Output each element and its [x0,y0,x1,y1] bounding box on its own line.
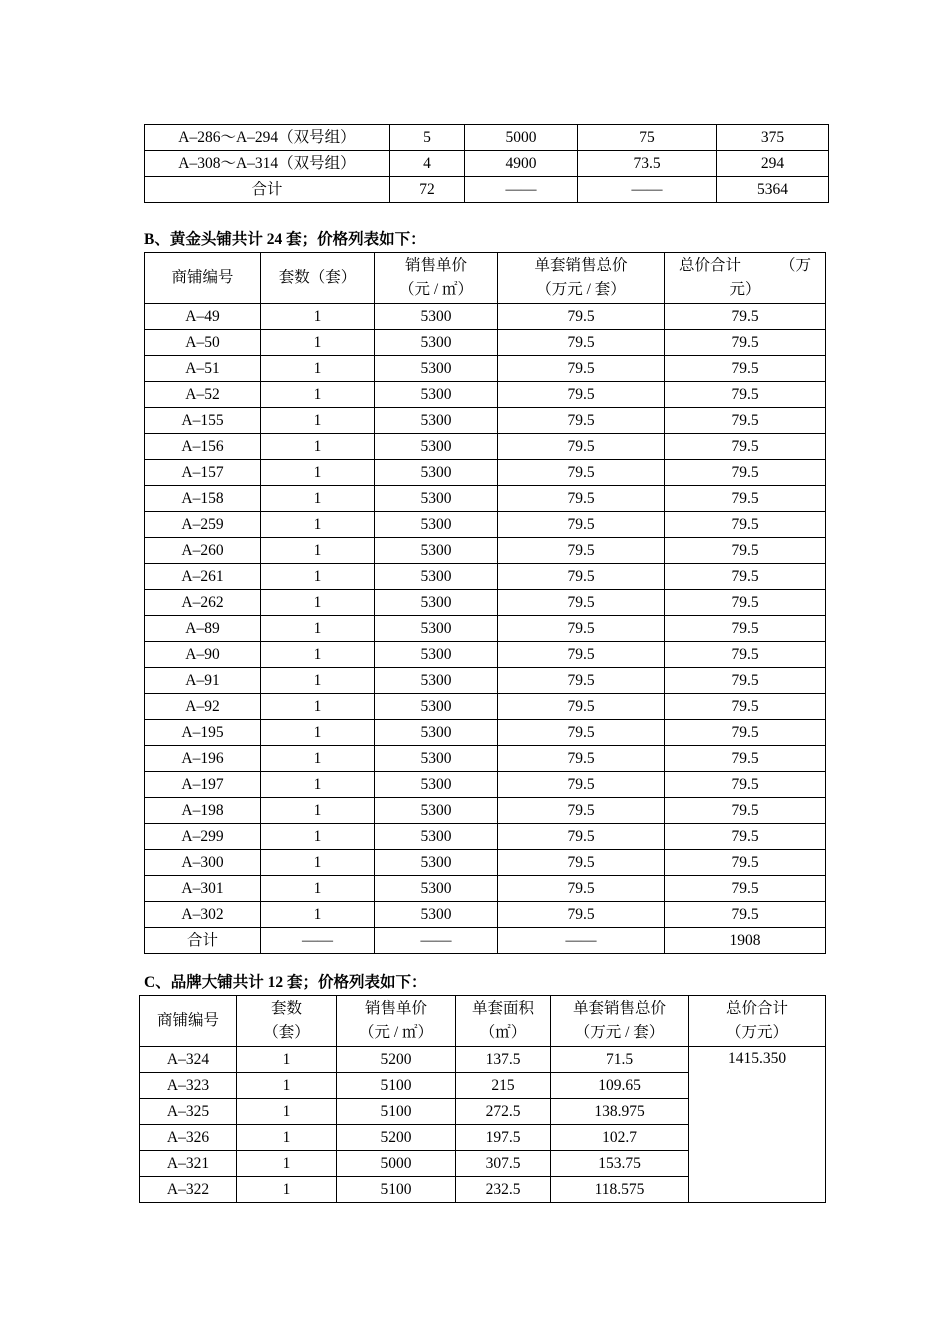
cell-price: 5300 [375,564,498,590]
cell-count: 1 [261,408,375,434]
cell-price: 5200 [337,1047,456,1073]
cell-count: 1 [261,746,375,772]
table-row [145,772,826,798]
cell-area: 137.5 [456,1047,551,1073]
table-row [145,330,826,356]
cell-count: 1 [237,1151,337,1177]
cell-price: 5300 [375,720,498,746]
header-price-line1: 销售单价 [404,257,467,274]
cell-price: 5300 [375,616,498,642]
cell-count: 1 [261,876,375,902]
table-row [145,408,826,434]
cell-count: 1 [261,564,375,590]
cell-shop-no: A–50 [145,330,261,356]
cell-sum: 79.5 [665,382,826,408]
table-row [145,151,829,177]
cell-unit-total: 79.5 [498,434,665,460]
cell-sum: 79.5 [665,746,826,772]
cell-sum: 79.5 [665,408,826,434]
header-price [337,996,456,1047]
cell-unit-total: 79.5 [498,486,665,512]
table-row [145,590,826,616]
cell-price: 5300 [375,330,498,356]
cell-shop-no: A–158 [145,486,261,512]
cell-unit-total: 79.5 [498,304,665,330]
header-shop-no: 商铺编号 [145,253,261,304]
table-row [145,798,826,824]
cell-shop-no: A–196 [145,746,261,772]
cell-price: 5300 [375,538,498,564]
cell-shop-no: A–261 [145,564,261,590]
cell-price: 5300 [375,304,498,330]
header-shop-no: 商铺编号 [140,996,237,1047]
cell-area: 215 [456,1073,551,1099]
cell-sum: 79.5 [665,460,826,486]
cell-price: 5300 [375,590,498,616]
cell-sum: 79.5 [665,694,826,720]
table-row [145,694,826,720]
table-row [145,902,826,928]
header-area [456,996,551,1047]
cell-count: 1 [237,1125,337,1151]
cell-sum: 79.5 [665,668,826,694]
cell-unit-total: 79.5 [498,356,665,382]
cell-count: 1 [261,850,375,876]
header-count-line1: 套数 [270,1000,302,1017]
header-area-line2: （㎡） [479,1024,527,1041]
table-row [145,460,826,486]
cell-unit-total: 79.5 [498,590,665,616]
cell-shop-no: A–300 [145,850,261,876]
section-c-title: C、品牌大铺共计 12 套；价格列表如下： [144,974,427,991]
table-a-body [145,125,829,203]
cell-shop-no: A–326 [140,1125,237,1151]
cell-unit-total: 153.75 [551,1151,689,1177]
table-row [145,486,826,512]
cell-unit-total: 102.7 [551,1125,689,1151]
cell-sum: 79.5 [665,590,826,616]
table-row [140,1047,826,1073]
header-price [375,253,498,304]
cell-count: 1 [261,616,375,642]
cell-count: 1 [261,772,375,798]
cell-sum: 79.5 [665,356,826,382]
total-cell-count: 72 [390,177,465,203]
cell-count: 1 [261,330,375,356]
header-count-line2: （套） [263,1024,310,1041]
header-unit-total-line1: 单套销售总价 [534,257,628,274]
cell-count: 1 [261,720,375,746]
cell-sum: 79.5 [665,642,826,668]
cell-shop-no: A–322 [140,1177,237,1203]
cell-shop-no: A–52 [145,382,261,408]
cell-price: 5300 [375,460,498,486]
cell-sum: 79.5 [665,616,826,642]
cell-unit-total: 79.5 [498,668,665,694]
cell-unit-total: 73.5 [578,151,717,177]
cell-price: 5300 [375,486,498,512]
cell-area: 272.5 [456,1099,551,1125]
header-count: 套数（套） [261,253,375,304]
cell-shop-no: A–92 [145,694,261,720]
cell-count: 1 [261,460,375,486]
cell-price: 5100 [337,1177,456,1203]
header-count [237,996,337,1047]
cell-count: 1 [261,512,375,538]
table-row [145,824,826,850]
cell-sum: 79.5 [665,330,826,356]
cell-shop-no: A–302 [145,902,261,928]
cell-shop-no: A–262 [145,590,261,616]
table-row [145,876,826,902]
cell-shop-no: A–51 [145,356,261,382]
section-b-title: B、黄金头铺共计 24 套；价格列表如下： [144,231,426,248]
cell-shop-no: A–301 [145,876,261,902]
cell-count: 1 [261,538,375,564]
cell-unit-total: 79.5 [498,538,665,564]
cell-count: 1 [237,1099,337,1125]
header-sum-line1b: （万 [779,257,811,274]
cell-count: 1 [237,1073,337,1099]
cell-shop-no: A–156 [145,434,261,460]
header-sum-line2: （万元） [725,1024,788,1041]
cell-sum: 79.5 [665,720,826,746]
table-row [145,125,829,151]
cell-sum: 79.5 [665,876,826,902]
cell-count: 1 [261,798,375,824]
cell-count: 5 [390,125,465,151]
cell-unit-total: 79.5 [498,616,665,642]
header-price-line1: 销售单价 [364,1000,427,1017]
cell-unit-total: 79.5 [498,408,665,434]
header-area-line1: 单套面积 [471,1000,534,1017]
header-sum [689,996,826,1047]
cell-area: 307.5 [456,1151,551,1177]
cell-shop-no: A–157 [145,460,261,486]
cell-sum: 79.5 [665,564,826,590]
cell-price: 5300 [375,642,498,668]
header-price-line2: （元 / ㎡） [398,281,474,298]
cell-count: 1 [261,356,375,382]
table-row [145,512,826,538]
cell-unit-total: 79.5 [498,850,665,876]
header-unit-total-line1: 单套销售总价 [572,1000,666,1017]
cell-unit-total: 138.975 [551,1099,689,1125]
cell-price: 4900 [465,151,578,177]
cell-shop-no: A–260 [145,538,261,564]
header-sum [665,253,826,304]
cell-unit-total: 79.5 [498,460,665,486]
cell-sum: 79.5 [665,850,826,876]
header-unit-total [551,996,689,1047]
cell-price: 5300 [375,434,498,460]
total-row [145,928,826,954]
cell-price: 5200 [337,1125,456,1151]
cell-sum: 79.5 [665,304,826,330]
table-row [145,382,826,408]
cell-area: 232.5 [456,1177,551,1203]
cell-shop-no: A–197 [145,772,261,798]
cell-count: 1 [261,668,375,694]
total-row [145,177,829,203]
cell-unit-total: 79.5 [498,798,665,824]
cell-shop-no: A–195 [145,720,261,746]
cell-count: 1 [261,642,375,668]
total-cell-unit-total: —— [578,177,717,203]
total-cell-shop-no: 合计 [145,928,261,954]
cell-shop-no: A–259 [145,512,261,538]
table-b-body [145,304,826,954]
cell-count: 1 [261,304,375,330]
cell-sum: 79.5 [665,798,826,824]
cell-shop-no: A–90 [145,642,261,668]
cell-unit-total: 79.5 [498,564,665,590]
header-price-line2: （元 / ㎡） [358,1024,434,1041]
cell-shop-no: A–321 [140,1151,237,1177]
cell-sum: 79.5 [665,486,826,512]
cell-shop-no: A–308～A–314（双号组） [145,151,390,177]
cell-area: 197.5 [456,1125,551,1151]
cell-sum: 294 [717,151,829,177]
cell-price: 5300 [375,382,498,408]
cell-price: 5000 [337,1151,456,1177]
cell-unit-total: 79.5 [498,382,665,408]
cell-price: 5300 [375,512,498,538]
table-b-header [145,253,826,304]
cell-unit-total: 79.5 [498,720,665,746]
total-cell-unit-total: —— [498,928,665,954]
cell-count: 1 [261,694,375,720]
table-c-body [140,1047,826,1203]
cell-unit-total: 109.65 [551,1073,689,1099]
cell-sum: 79.5 [665,824,826,850]
cell-sum: 79.5 [665,434,826,460]
cell-unit-total: 71.5 [551,1047,689,1073]
cell-count: 1 [261,434,375,460]
table-b [144,252,826,954]
cell-price: 5100 [337,1099,456,1125]
table-row [145,668,826,694]
table-c-header [140,996,826,1047]
cell-count: 1 [261,486,375,512]
cell-unit-total: 75 [578,125,717,151]
cell-price: 5300 [375,798,498,824]
cell-count: 1 [261,382,375,408]
table-row [145,434,826,460]
cell-shop-no: A–286～A–294（双号组） [145,125,390,151]
total-cell-sum: 1908 [665,928,826,954]
cell-unit-total: 79.5 [498,876,665,902]
cell-sum: 79.5 [665,772,826,798]
cell-shop-no: A–91 [145,668,261,694]
table-row [145,356,826,382]
cell-price: 5300 [375,772,498,798]
table-row [145,304,826,330]
table-c [139,995,826,1203]
cell-shop-no: A–299 [145,824,261,850]
cell-sum: 375 [717,125,829,151]
table-row [145,538,826,564]
total-cell-price: —— [465,177,578,203]
cell-shop-no: A–155 [145,408,261,434]
cell-shop-no: A–324 [140,1047,237,1073]
table-row [145,564,826,590]
cell-shop-no: A–198 [145,798,261,824]
cell-unit-total: 79.5 [498,694,665,720]
cell-count: 1 [237,1047,337,1073]
cell-sum: 79.5 [665,902,826,928]
table-row [145,850,826,876]
cell-unit-total: 79.5 [498,824,665,850]
cell-unit-total: 79.5 [498,642,665,668]
cell-count: 1 [261,590,375,616]
header-sum-line1a: 总价合计 [679,257,742,274]
cell-shop-no: A–49 [145,304,261,330]
cell-price: 5000 [465,125,578,151]
cell-price: 5300 [375,850,498,876]
cell-price: 5300 [375,876,498,902]
header-unit-total-line2: （万元 / 套） [536,281,626,298]
table-row [145,720,826,746]
cell-unit-total: 79.5 [498,902,665,928]
cell-count: 1 [237,1177,337,1203]
header-sum-line2: 元） [729,281,761,298]
cell-price: 5300 [375,356,498,382]
cell-price: 5300 [375,668,498,694]
cell-price: 5300 [375,746,498,772]
cell-shop-no: A–323 [140,1073,237,1099]
cell-count: 4 [390,151,465,177]
cell-unit-total: 118.575 [551,1177,689,1203]
cell-unit-total: 79.5 [498,330,665,356]
cell-price: 5300 [375,824,498,850]
header-unit-total [498,253,665,304]
cell-price: 5300 [375,902,498,928]
cell-shop-no: A–89 [145,616,261,642]
cell-price: 5300 [375,694,498,720]
total-cell-shop-no: 合计 [145,177,390,203]
cell-shop-no: A–325 [140,1099,237,1125]
grand-total-cell: 1415.350 [689,1047,826,1203]
cell-count: 1 [261,824,375,850]
cell-unit-total: 79.5 [498,772,665,798]
header-sum-line1: 总价合计 [725,1000,788,1017]
cell-price: 5300 [375,408,498,434]
table-row [145,746,826,772]
total-cell-count: —— [261,928,375,954]
table-row [145,616,826,642]
cell-unit-total: 79.5 [498,746,665,772]
cell-sum: 79.5 [665,538,826,564]
header-sum-line1 [665,254,825,278]
header-unit-total-line2: （万元 / 套） [574,1024,665,1041]
cell-price: 5100 [337,1073,456,1099]
cell-count: 1 [261,902,375,928]
cell-unit-total: 79.5 [498,512,665,538]
table-a [144,124,829,203]
cell-sum: 79.5 [665,512,826,538]
table-row [145,642,826,668]
total-cell-price: —— [375,928,498,954]
total-cell-sum: 5364 [717,177,829,203]
